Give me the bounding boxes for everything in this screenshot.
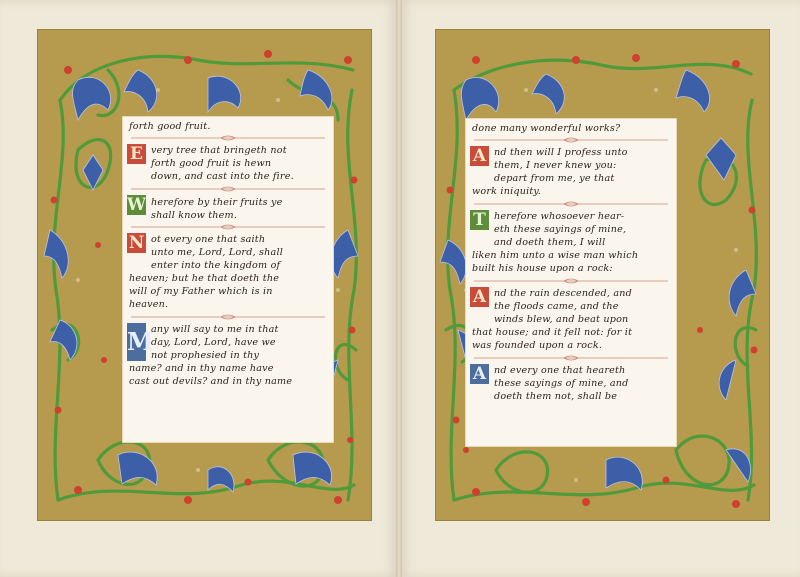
decorative-rule bbox=[474, 278, 668, 284]
text-line: done many wonderful works? bbox=[472, 123, 621, 134]
right-text-panel bbox=[466, 119, 676, 446]
text-line: and doeth them, I will bbox=[494, 237, 606, 248]
decorative-rule bbox=[131, 186, 325, 192]
text-line: heaven; but he that doeth the bbox=[129, 273, 280, 284]
text-line: down, and cast into the fire. bbox=[151, 171, 294, 182]
right-illuminated-plate bbox=[436, 30, 769, 520]
drop-cap-a: A bbox=[470, 146, 489, 166]
text-line: was founded upon a rock. bbox=[472, 340, 603, 351]
text-line: cast out devils? and in thy name bbox=[129, 376, 293, 387]
drop-cap-m: M bbox=[127, 323, 146, 361]
text-line: day, Lord, Lord, have we bbox=[151, 337, 276, 348]
text-line: name? and in thy name have bbox=[129, 363, 274, 374]
text-line: them, I never knew you: bbox=[494, 160, 617, 171]
decorative-rule bbox=[474, 355, 668, 361]
drop-cap-e: E bbox=[127, 144, 146, 164]
text-line: doeth them not, shall be bbox=[494, 391, 618, 402]
text-line: nd the rain descended, and bbox=[494, 288, 633, 299]
text-line: nd every one that heareth bbox=[494, 365, 626, 376]
text-line: eth these sayings of mine, bbox=[494, 224, 627, 235]
text-line: herefore whosoever hear- bbox=[494, 211, 625, 222]
decorative-rule bbox=[474, 201, 668, 207]
text-line: forth good fruit is hewn bbox=[151, 158, 272, 169]
text-line: forth good fruit. bbox=[129, 121, 211, 132]
decorative-rule bbox=[131, 224, 325, 230]
text-line: that house; and it fell not: for it bbox=[472, 327, 633, 338]
left-text-panel bbox=[123, 117, 333, 442]
text-line: herefore by their fruits ye bbox=[151, 197, 283, 208]
text-line: any will say to me in that bbox=[151, 324, 279, 335]
drop-cap-w: W bbox=[127, 195, 147, 215]
text-line: liken him unto a wise man which bbox=[472, 250, 639, 261]
text-line: winds blew, and beat upon bbox=[494, 314, 629, 325]
text-line: unto me, Lord, Lord, shall bbox=[151, 247, 284, 258]
text-line: ot every one that saith bbox=[151, 234, 266, 245]
text-line: not prophesied in thy bbox=[151, 350, 260, 361]
text-line: nd then will I profess unto bbox=[494, 147, 628, 158]
left-illuminated-plate bbox=[38, 30, 371, 520]
drop-cap-t: T bbox=[470, 210, 489, 230]
text-line: will of my Father which is in bbox=[129, 286, 273, 297]
text-line: heaven. bbox=[129, 299, 169, 310]
text-line: shall know them. bbox=[151, 210, 238, 221]
text-line: very tree that bringeth not bbox=[151, 145, 287, 156]
book-gutter bbox=[396, 0, 402, 577]
text-line: work iniquity. bbox=[472, 186, 541, 197]
decorative-rule bbox=[474, 137, 668, 143]
decorative-rule bbox=[131, 314, 325, 320]
text-line: built his house upon a rock: bbox=[472, 263, 613, 274]
text-line: these sayings of mine, and bbox=[494, 378, 629, 389]
drop-cap-a: A bbox=[470, 287, 489, 307]
decorative-rule bbox=[131, 135, 325, 141]
text-line: depart from me, ye that bbox=[494, 173, 615, 184]
drop-cap-n: N bbox=[128, 233, 145, 253]
text-line: enter into the kingdom of bbox=[151, 260, 281, 271]
text-line: the floods came, and the bbox=[494, 301, 619, 312]
drop-cap-a: A bbox=[470, 364, 489, 384]
